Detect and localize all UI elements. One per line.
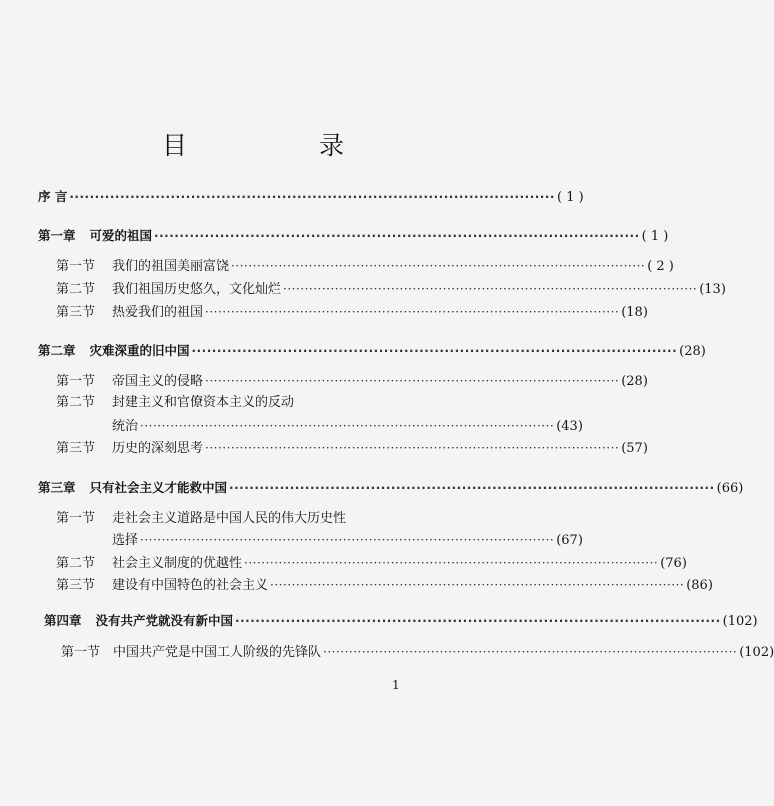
- leader-dots: ································································································: [140, 419, 555, 433]
- entry-label: 第一节: [61, 645, 101, 660]
- leader-dots: ································································································: [191, 344, 678, 358]
- leader-dots: ································································································: [205, 305, 620, 319]
- leader-dots: ································································································: [244, 556, 659, 570]
- entry-page: (43): [556, 419, 583, 434]
- toc-entry-ch4-sec1: [61, 644, 774, 661]
- leader-dots: ································································································: [231, 259, 646, 273]
- leader-dots: ································································································: [205, 374, 620, 388]
- entry-label: 第二节: [56, 395, 96, 410]
- toc-entry-ch2-sec2-cont: [112, 418, 583, 435]
- page-number: 1: [392, 678, 400, 692]
- entry-name: 建设有中国特色的社会主义: [112, 578, 269, 593]
- entry-label: 第三节: [56, 578, 96, 593]
- entry-name: 走社会主义道路是中国人民的伟大历史性: [112, 511, 347, 526]
- toc-entry-ch1-sec2: [56, 281, 726, 298]
- toc-title: 目 录: [162, 131, 406, 160]
- entry-name-continuation: 统治: [112, 419, 139, 434]
- entry-label: 第二章: [38, 343, 76, 358]
- entry-name: 灾难深重的旧中国: [89, 343, 190, 358]
- leader-dots: ································································································: [229, 481, 715, 495]
- leader-dots: ································································································: [235, 614, 721, 628]
- leader-dots: ································································································: [283, 282, 698, 296]
- entry-page: (13): [699, 282, 726, 297]
- toc-entry-ch2-sec1: [56, 373, 648, 390]
- entry-label: 第二节: [56, 282, 96, 297]
- toc-entry-chapter-3: [38, 480, 744, 497]
- entry-page: (28): [679, 344, 706, 359]
- toc-entry-ch3-sec1: [56, 511, 416, 527]
- entry-name: 热爱我们的祖国: [112, 305, 204, 320]
- toc-entry-ch3-sec1-cont: [112, 532, 583, 549]
- entry-page: (57): [621, 441, 648, 456]
- toc-entry-ch1-sec3: [56, 304, 648, 321]
- entry-label: 第一节: [56, 259, 96, 274]
- leader-dots: ································································································: [205, 441, 620, 455]
- entry-label: 第一节: [56, 511, 96, 526]
- entry-page: ( 2 ): [647, 259, 674, 274]
- entry-name: 帝国主义的侵略: [112, 374, 204, 389]
- entry-name: 只有社会主义才能救中国: [89, 480, 228, 495]
- toc-entry-chapter-1: [38, 228, 669, 245]
- entry-name-continuation: 选择: [112, 533, 139, 548]
- entry-page: (102): [739, 645, 774, 660]
- entry-page: ( 1 ): [556, 190, 584, 205]
- entry-name: 我们的祖国美丽富饶: [112, 259, 230, 274]
- toc-entry-chapter-4: [44, 613, 758, 630]
- entry-label: 序 言: [38, 189, 68, 204]
- entry-page: (67): [556, 533, 583, 548]
- entry-page: (66): [716, 481, 744, 496]
- toc-entry-preface: [38, 189, 584, 206]
- toc-entry-ch2-sec3: [56, 440, 648, 457]
- entry-label: 第三节: [56, 305, 96, 320]
- entry-name: 没有共产党就没有新中国: [95, 613, 234, 628]
- toc-entry-ch2-sec2: [56, 395, 416, 411]
- entry-name: 可爱的祖国: [89, 228, 153, 243]
- toc-entry-ch1-sec1: [56, 258, 674, 275]
- entry-label: 第二节: [56, 556, 96, 571]
- entry-label: 第一节: [56, 374, 96, 389]
- entry-page: (18): [621, 305, 648, 320]
- entry-label: 第三节: [56, 441, 96, 456]
- entry-page: (76): [660, 556, 687, 571]
- leader-dots: ································································································: [69, 190, 555, 204]
- toc-entry-chapter-2: [38, 343, 706, 360]
- entry-page: ( 1 ): [641, 229, 669, 244]
- leader-dots: ································································································: [140, 533, 555, 547]
- toc-entry-ch3-sec2: [56, 555, 687, 572]
- leader-dots: ································································································: [154, 229, 640, 243]
- entry-page: (28): [621, 374, 648, 389]
- leader-dots: ································································································: [270, 578, 685, 592]
- entry-name: 封建主义和官僚资本主义的反动: [112, 395, 295, 410]
- entry-page: (86): [686, 578, 713, 593]
- entry-name: 历史的深刻思考: [112, 441, 204, 456]
- entry-name: 我们祖国历史悠久，文化灿烂: [112, 282, 282, 297]
- entry-name: 中国共产党是中国工人阶级的先锋队: [113, 645, 322, 660]
- entry-page: (102): [722, 614, 758, 629]
- entry-label: 第四章: [44, 613, 82, 628]
- leader-dots: ································································································: [323, 645, 738, 659]
- toc-entry-ch3-sec3: [56, 577, 713, 594]
- entry-label: 第三章: [38, 480, 76, 495]
- entry-name: 社会主义制度的优越性: [112, 556, 243, 571]
- entry-label: 第一章: [38, 228, 76, 243]
